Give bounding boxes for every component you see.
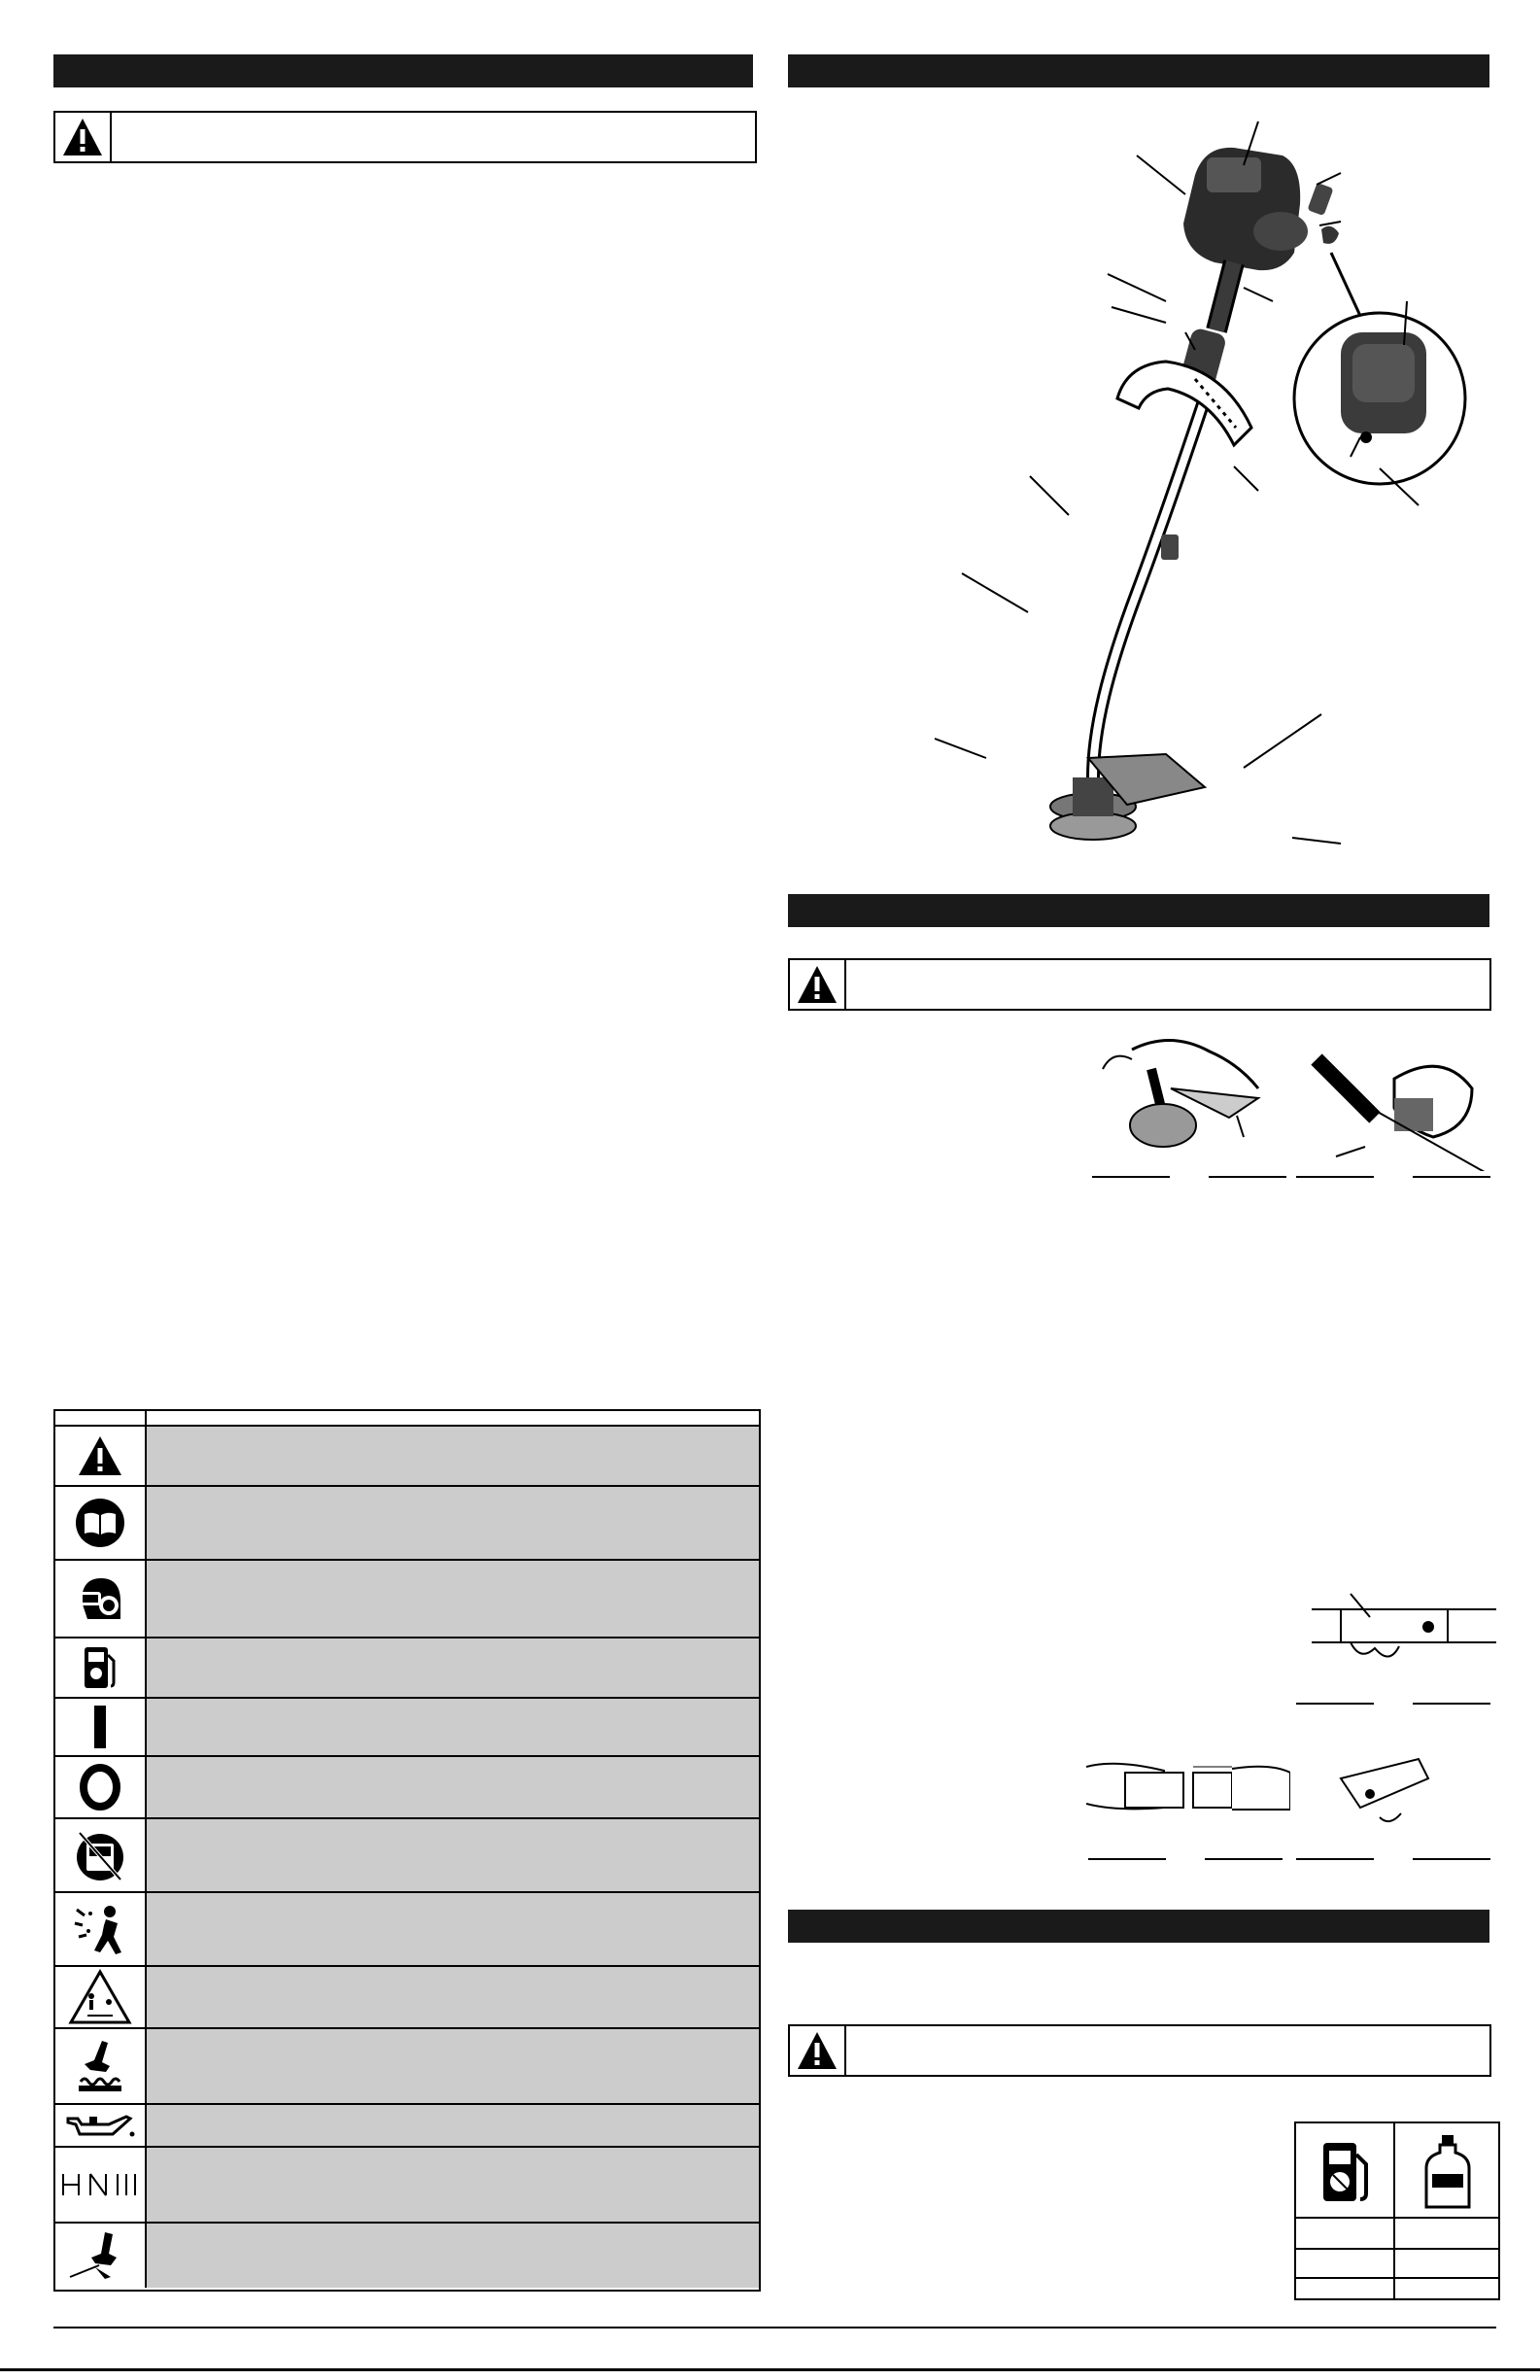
symbol-cell (55, 2105, 147, 2146)
symbol-cell (55, 1427, 147, 1485)
bottom-edge-rule (0, 2368, 1540, 2371)
symbol-meaning (147, 1757, 759, 1817)
symbol-row (55, 1699, 759, 1757)
symbol-cell (55, 1967, 147, 2027)
right-section-bar-2 (788, 894, 1489, 927)
symbol-row (55, 2148, 759, 2224)
footer-rule (53, 2327, 1496, 2328)
warning-separator (110, 113, 112, 161)
symbol-cell (55, 2224, 147, 2288)
fuel-mix-table (1294, 2121, 1500, 2300)
symbols-table (53, 1409, 761, 2292)
symbol-row (55, 1819, 759, 1893)
warning-separator (844, 960, 846, 1009)
figure-caption-line (1413, 1703, 1490, 1705)
figure-caption-line (1092, 1176, 1170, 1178)
oil-can-icon (64, 2111, 136, 2140)
figure-caption-line (1296, 1176, 1374, 1178)
symbol-meaning (147, 2224, 759, 2288)
symbol-meaning (147, 2105, 759, 2146)
symbol-row (55, 1638, 759, 1699)
shaft-insert-figure (1086, 1740, 1290, 1856)
figure-caption-line (1413, 1858, 1490, 1860)
symbol-meaning (147, 1699, 759, 1755)
unleaded-fuel-icon (1319, 2139, 1374, 2205)
right-section-bar-3 (788, 1910, 1489, 1943)
thrown-objects-icon (71, 1902, 129, 1956)
warning-triangle-icon (61, 117, 104, 157)
symbol-meaning (147, 1638, 759, 1697)
symbol-row (55, 1967, 759, 2029)
symbol-cell (55, 1893, 147, 1965)
symbol-row (55, 1757, 759, 1819)
guard-assembly-figure (1093, 1030, 1287, 1171)
symbol-cell (55, 1561, 147, 1637)
shaft-lock-figure (1331, 1740, 1467, 1856)
fuel-table-rule (1296, 2248, 1498, 2250)
symbol-cell (55, 1638, 147, 1697)
eye-ear-protection-icon (74, 1572, 126, 1625)
starter-rope-icon (66, 2228, 134, 2283)
left-section-bar (53, 54, 753, 87)
keep-distance-icon (68, 1969, 132, 2025)
symbol-cell (55, 1819, 147, 1891)
symbol-row (55, 1487, 759, 1561)
right-section-bar-1 (788, 54, 1489, 87)
fuel-table-rule (1296, 2217, 1498, 2219)
header-divider (145, 1411, 147, 1425)
symbol-row (55, 1427, 759, 1487)
symbol-meaning (147, 2148, 759, 2222)
no-e85-fuel-icon (74, 1827, 126, 1883)
figure-caption-line (1209, 1176, 1286, 1178)
trimmer-overview-illustration (874, 107, 1477, 875)
warning-separator (844, 2026, 846, 2075)
warning-triangle-icon (77, 1434, 123, 1477)
symbols-table-header (55, 1411, 759, 1427)
read-manual-icon (75, 1498, 125, 1548)
hot-surface-icon (73, 2037, 127, 2095)
symbol-row (55, 2105, 759, 2148)
figure-caption-line (1296, 1858, 1374, 1860)
symbol-meaning (147, 1561, 759, 1637)
symbol-row (55, 2224, 759, 2288)
off-symbol-icon (79, 1763, 121, 1811)
symbol-cell (55, 2148, 147, 2222)
fuel-table-rule (1296, 2277, 1498, 2279)
symbol-meaning (147, 1819, 759, 1891)
symbol-row (55, 1561, 759, 1638)
symbol-meaning (147, 1427, 759, 1485)
left-warning-box (53, 111, 757, 163)
symbol-row (55, 1893, 759, 1967)
shaft-coupler-figure (1302, 1584, 1496, 1701)
oil-bottle-icon (1420, 2133, 1475, 2211)
symbol-meaning (147, 1893, 759, 1965)
figure-caption-line (1088, 1858, 1166, 1860)
unleaded-fuel-icon (81, 1643, 120, 1692)
symbol-cell (55, 1699, 147, 1755)
figure-caption-line (1296, 1703, 1374, 1705)
symbol-cell (55, 1487, 147, 1559)
warning-triangle-icon (796, 2030, 838, 2071)
warning-triangle-icon (796, 964, 838, 1005)
fuel-table-divider (1393, 2123, 1395, 2298)
assist-handle-figure (1297, 1030, 1491, 1171)
figure-caption-line (1413, 1176, 1490, 1178)
symbol-cell (55, 1757, 147, 1817)
on-symbol-icon (92, 1704, 108, 1750)
symbol-row (55, 2029, 759, 2105)
figure-caption-line (1205, 1858, 1283, 1860)
symbol-meaning (147, 2029, 759, 2103)
symbol-meaning (147, 1487, 759, 1559)
symbol-cell (55, 2029, 147, 2103)
symbol-meaning (147, 1967, 759, 2027)
right-warning-box-2 (788, 958, 1491, 1011)
choke-positions-icon (59, 2170, 141, 2199)
right-warning-box-3 (788, 2024, 1491, 2077)
